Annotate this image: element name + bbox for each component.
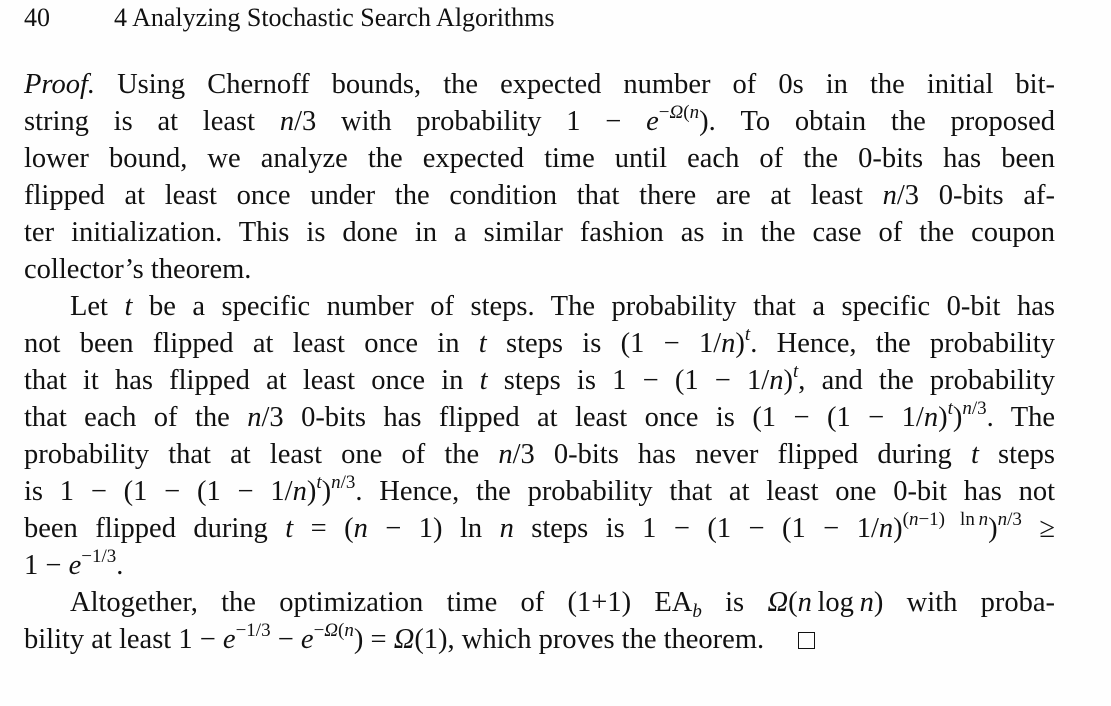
proof-line-7: Let t be a specific number of steps. The probability that a specific 0-bit has <box>70 291 1055 322</box>
running-header <box>24 2 555 34</box>
proof-text <box>24 66 1055 658</box>
proof-line-4: flipped at least once under the condition that there are at least n/3 0-bits af- <box>24 180 1055 211</box>
proof-line-9: that it has flipped at least once in t steps is $1 - (1 - 1/n)^t$, and the probability <box>24 361 1055 396</box>
qed-square-icon <box>798 632 815 649</box>
proof-line-15: Altogether, the optimization time of (1+1) $EA_b$ is Ω(n log n) with proba- <box>70 587 1056 622</box>
proof-line-1: Proof. Using Chernoff bounds, the expected number of 0s in the initial bit- <box>24 69 1055 100</box>
proof-line-10: that each of the n/3 0-bits has flipped at least once is $(1 - (1 - 1/n)^t)^{n/3}$. The <box>24 398 1056 433</box>
proof-line-2: string is at least n/3 with probability $1 - e^{-\Omega(n}$). To obtain the proposed <box>24 102 1055 137</box>
page-number: 40 <box>24 3 50 32</box>
proof-line-13: been flipped during t = (n − 1) ln n steps is $1 - (1 - (1 - 1/n)^{(n-1) ln n})^{n/3}$ ≥ <box>24 509 1055 544</box>
proof-line-5: ter initialization. This is done in a similar fashion as in the case of the coupon <box>24 217 1055 248</box>
proof-label: Proof. <box>24 69 95 100</box>
chapter-title: 4 Analyzing Stochastic Search Algorithms <box>114 3 555 32</box>
proof-line-11: probability that at least one of the n/3 0-bits has never flipped during t steps <box>24 439 1056 470</box>
proof-line-16: bility at least $1 - e^{-1/3} - e^{-\Omega(n}) = \Omega(1)$, which proves the theorem. <box>24 621 1055 658</box>
proof-line-12: is $1 - (1 - (1 - 1/n)^t)^{n/3}$. Hence, the probability that at least one 0-bit has not <box>24 472 1055 507</box>
proof-line-6: collector’s theorem. <box>24 254 252 285</box>
proof-line-3: lower bound, we analyze the expected time until each of the 0-bits has been <box>24 143 1055 174</box>
proof-line-14: $1 - e^{-1/3}$. <box>24 546 124 581</box>
proof-line-8: not been flipped at least once in t steps is $(1 - 1/n)^t$. Hence, the probability <box>24 324 1055 359</box>
